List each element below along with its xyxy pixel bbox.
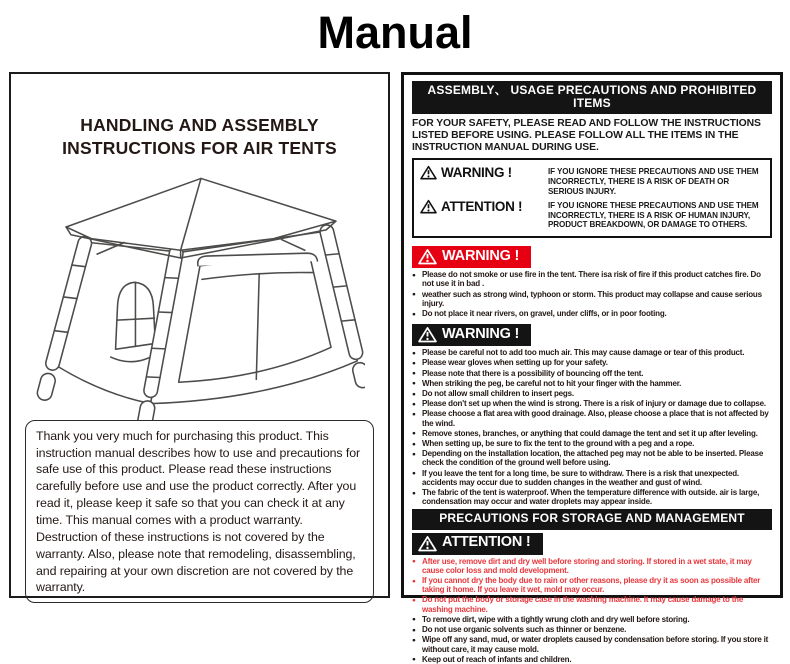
intro-text: Thank you very much for purchasing this product. This instruction manual describes how to use and precautions for safe use of this product. Please read these instructions carefully before use and use the product correctly. After you read it, please keep it safe so that you can check it at any time. This manual comes with a product warranty. Destruction of these instructions is not covered by the warranty. Also, please note that remodeling, disassembling, and repairing at your own discretion are not covered by the warranty. (36, 428, 361, 595)
warning-triangle-icon (418, 326, 437, 343)
warning-item: ● Please do not smoke or use fire in the tent. There isa risk of fire if this product catches fire. Do not use it in bad . (412, 270, 772, 288)
severity-legend-box (412, 158, 772, 238)
warning-header-label: WARNING ! (442, 325, 520, 342)
warning-triangle-icon (418, 248, 437, 265)
warning-header-label: WARNING ! (442, 247, 520, 264)
tent-illustration (11, 164, 388, 420)
attention-header-label: ATTENTION ! (442, 534, 531, 551)
warning-item: ● Please choose a flat area with good drainage. Also, please choose a place that is not affected by the wind. (412, 409, 772, 427)
intro-text-box (25, 420, 374, 604)
warning-item: ● Do not allow small children to insert pegs. (412, 389, 772, 398)
legend-label (420, 165, 542, 180)
warning-item: ● When striking the peg, be careful not to hit your finger with the hammer. (412, 379, 772, 388)
warning-item: ● Depending on the installation location, the attached peg may not be able to be inserted. Please check the condition of the ground well before using. (412, 449, 772, 467)
legend-description: IF YOU IGNORE THESE PRECAUTIONS AND USE THEM INCORRECTLY, THERE IS A RISK OF HUMAN INJURY, PRODUCT BREAKDOWN, OR DAMAGE TO OTHERS. (548, 200, 759, 230)
setup-warning-list (412, 348, 772, 506)
attention-item: ● After use, remove dirt and dry well before storing and storing. If stored in a wet state, it may cause color loss and mold development. (412, 557, 772, 575)
warning-header-black (412, 324, 531, 346)
legend-row (420, 199, 764, 231)
attention-item: ● To remove dirt, wipe with a tightly wrung cloth and dry well before storing. (412, 615, 772, 624)
attention-header (412, 533, 543, 555)
warning-triangle-icon (420, 199, 437, 214)
safety-note: FOR YOUR SAFETY, PLEASE READ AND FOLLOW THE INSTRUCTIONS LISTED BEFORE USING. PLEASE FOLLOW ALL THE ITEMS IN THE INSTRUCTION MANUAL DURING USE. (412, 117, 761, 153)
attention-item: ● Wipe off any sand, mud, or water droplets caused by condensation before storing. If you store it without care, it may cause mold. (412, 635, 772, 653)
attention-item: ● Do not put the body or storage case in the washing machine. It may cause damage to the washing machine. (412, 595, 772, 613)
left-page (9, 72, 390, 598)
warning-header-red (412, 246, 531, 268)
warning-item: ● weather such as strong wind, typhoon or storm. This product may collapse and cause serious injury. (412, 290, 772, 308)
heading-line-2: INSTRUCTIONS FOR AIR TENTS (62, 137, 337, 158)
attention-item: ● Keep out of reach of infants and children. (412, 655, 772, 664)
warning-item: ● Remove stones, branches, or anything that could damage the tent and set it up after leveling. (412, 429, 772, 438)
warning-item: ● Do not place it near rivers, on gravel, under cliffs, or in poor footing. (412, 309, 772, 318)
warning-item: ● If you leave the tent for a long time, be sure to withdraw. There is a risk that unexpected. accidents may occur due to sudden changes in the weather and gust of wind. (412, 469, 772, 487)
warning-triangle-icon (420, 165, 437, 180)
heading-line-1: HANDLING AND ASSEMBLY (80, 114, 319, 135)
warning-item: ● Please don't set up when the wind is strong. There is a risk of injury or damage due to collapse. (412, 399, 772, 408)
fire-warning-list (412, 270, 772, 318)
warning-item: ● When setting up, be sure to fix the tent to the ground with a peg and a rope. (412, 439, 772, 448)
storage-header-bar: PRECAUTIONS FOR STORAGE AND MANAGEMENT (412, 509, 772, 529)
legend-row (420, 165, 764, 197)
storage-attention-list (412, 557, 772, 664)
warning-item: ● Please wear gloves when setting up for your safety. (412, 358, 772, 367)
page-title: Manual (317, 7, 473, 58)
manual-pages (0, 72, 790, 664)
warning-item: ● Please note that there is a possibility of bouncing off the tent. (412, 369, 772, 378)
left-page-heading (11, 114, 388, 160)
warning-triangle-icon (418, 535, 437, 552)
right-page (401, 72, 783, 664)
warning-item: ● The fabric of the tent is waterproof. When the temperature difference with outside. air is large, condensation may occur and water droplets may appear inside. (412, 488, 772, 506)
legend-label (420, 199, 542, 214)
warning-item: ● Please be careful not to add too much air. This may cause damage or tear of this product. (412, 348, 772, 357)
legend-label-text: WARNING ! (441, 165, 512, 181)
attention-item: ● Do not use organic solvents such as thinner or benzene. (412, 625, 772, 634)
air-tent-line-drawing-icon (35, 164, 365, 420)
legend-label-text: ATTENTION ! (441, 198, 523, 214)
legend-description: IF YOU IGNORE THESE PRECAUTIONS AND USE THEM INCORRECTLY, THERE IS A RISK OF DEATH OR SERIOUS INJURY. (548, 167, 759, 196)
attention-item: ● If you cannot dry the body due to rain or other reasons, please dry it as soon as possible after taking it home. If you leave it wet, mold may occur. (412, 576, 772, 594)
assembly-header-bar: ASSEMBLY、 USAGE PRECAUTIONS AND PROHIBITED ITEMS (412, 81, 772, 114)
